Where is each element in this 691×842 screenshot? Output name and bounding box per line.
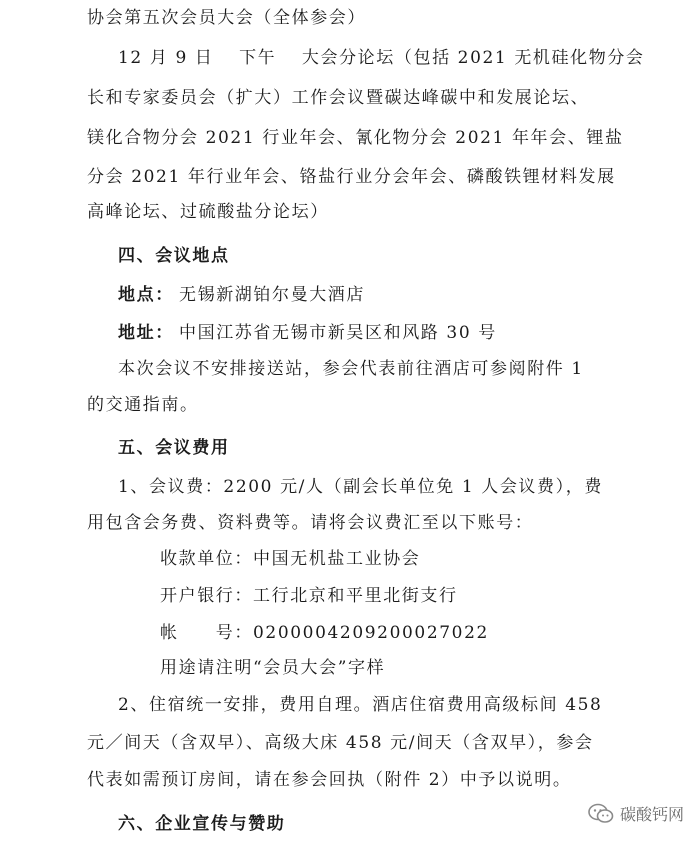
text-line: 本次会议不安排接送站，参会代表前往酒店可参阅附件 1 xyxy=(118,359,584,379)
account-line: 帐 号：0200004209200027022 xyxy=(160,623,489,643)
text-line: 分会 2021 年行业年会、铬盐行业分会年会、磷酸铁锂材料发展 xyxy=(87,167,616,187)
text-line: 12 月 9 日 下午 大会分论坛（包括 2021 无机硅化物分会 xyxy=(118,48,645,68)
bank-line: 开户银行：工行北京和平里北街支行 xyxy=(160,586,458,606)
purpose-line: 用途请注明“会员大会”字样 xyxy=(160,658,386,678)
wechat-icon xyxy=(588,803,614,825)
text-line: 代表如需预订房间，请在参会回执（附件 2）中予以说明。 xyxy=(87,770,572,790)
address-value: 中国江苏省无锡市新吴区和风路 30 号 xyxy=(179,323,497,343)
text-line: 长和专家委员会（扩大）工作会议暨碳达峰碳中和发展论坛、 xyxy=(87,88,590,108)
payee-line: 收款单位：中国无机盐工业协会 xyxy=(160,549,421,569)
venue-value: 无锡新湖铂尔曼大酒店 xyxy=(179,285,365,305)
venue-label: 地点： xyxy=(118,285,174,305)
text-line: 2、住宿统一安排，费用自理。酒店住宿费用高级标间 458 xyxy=(118,695,603,715)
section-heading-sponsorship: 六、企业宣传与赞助 xyxy=(118,814,286,834)
text-line: 元／间天（含双早）、高级大床 458 元/间天（含双早），参会 xyxy=(87,733,594,753)
text-line: 用包含会务费、资料费等。请将会议费汇至以下账号： xyxy=(87,513,534,533)
section-heading-fees: 五、会议费用 xyxy=(118,438,230,458)
text-line: 镁化合物分会 2021 行业年会、氰化物分会 2021 年年会、锂盐 xyxy=(87,128,624,148)
section-heading-venue: 四、会议地点 xyxy=(118,246,230,266)
text-line: 高峰论坛、过硫酸盐分论坛） xyxy=(87,202,329,222)
text-line: 协会第五次会员大会（全体参会） xyxy=(87,8,366,28)
text-line: 的交通指南。 xyxy=(87,395,199,415)
text-line: 1、会议费：2200 元/人（副会长单位免 1 人会议费），费 xyxy=(118,477,603,497)
address-label: 地址： xyxy=(118,323,174,343)
watermark xyxy=(588,802,684,825)
watermark-text: 碳酸钙网 xyxy=(620,805,685,824)
